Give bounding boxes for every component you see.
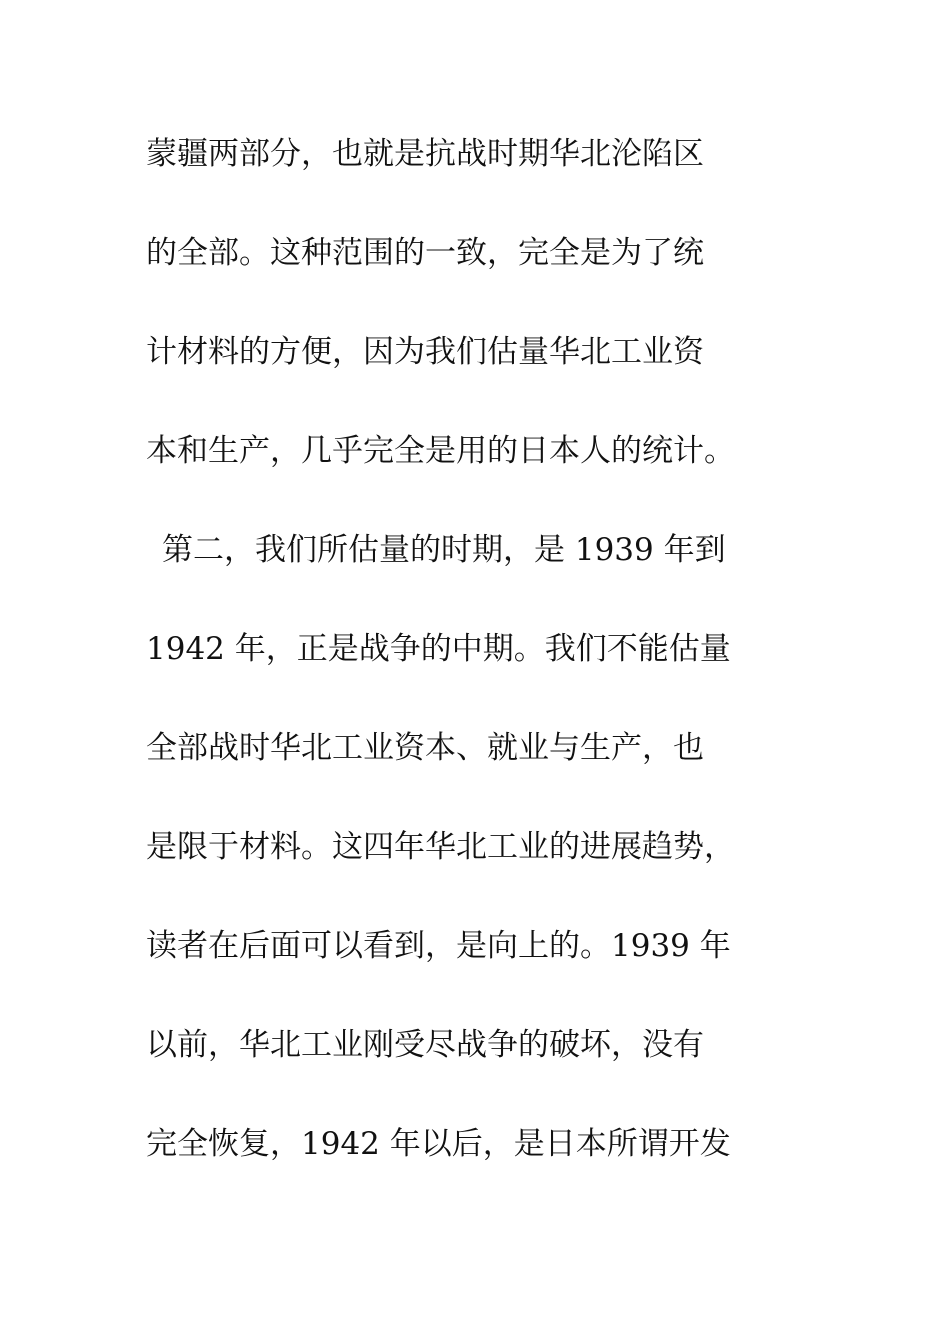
text-line: 是限于材料。这四年华北工业的进展趋势，	[146, 829, 735, 865]
text-line: 本和生产，几乎完全是用的日本人的统计。	[146, 433, 735, 469]
text-line: 的全部。这种范围的一致，完全是为了统	[146, 235, 704, 271]
text-line: 读者在后面可以看到，是向上的。1939 年	[146, 928, 731, 964]
text-line: 蒙疆两部分，也就是抗战时期华北沦陷区	[146, 136, 704, 172]
paragraph-first-line: 第二，我们所估量的时期，是 1939 年到	[162, 532, 726, 568]
text-line: 以前，华北工业刚受尽战争的破坏，没有	[146, 1027, 704, 1063]
text-line: 计材料的方便，因为我们估量华北工业资	[146, 334, 704, 370]
text-line: 完全恢复，1942 年以后，是日本所谓开发	[146, 1126, 731, 1162]
text-line: 全部战时华北工业资本、就业与生产，也	[146, 730, 704, 766]
text-line: 1942 年，正是战争的中期。我们不能估量	[146, 631, 731, 667]
